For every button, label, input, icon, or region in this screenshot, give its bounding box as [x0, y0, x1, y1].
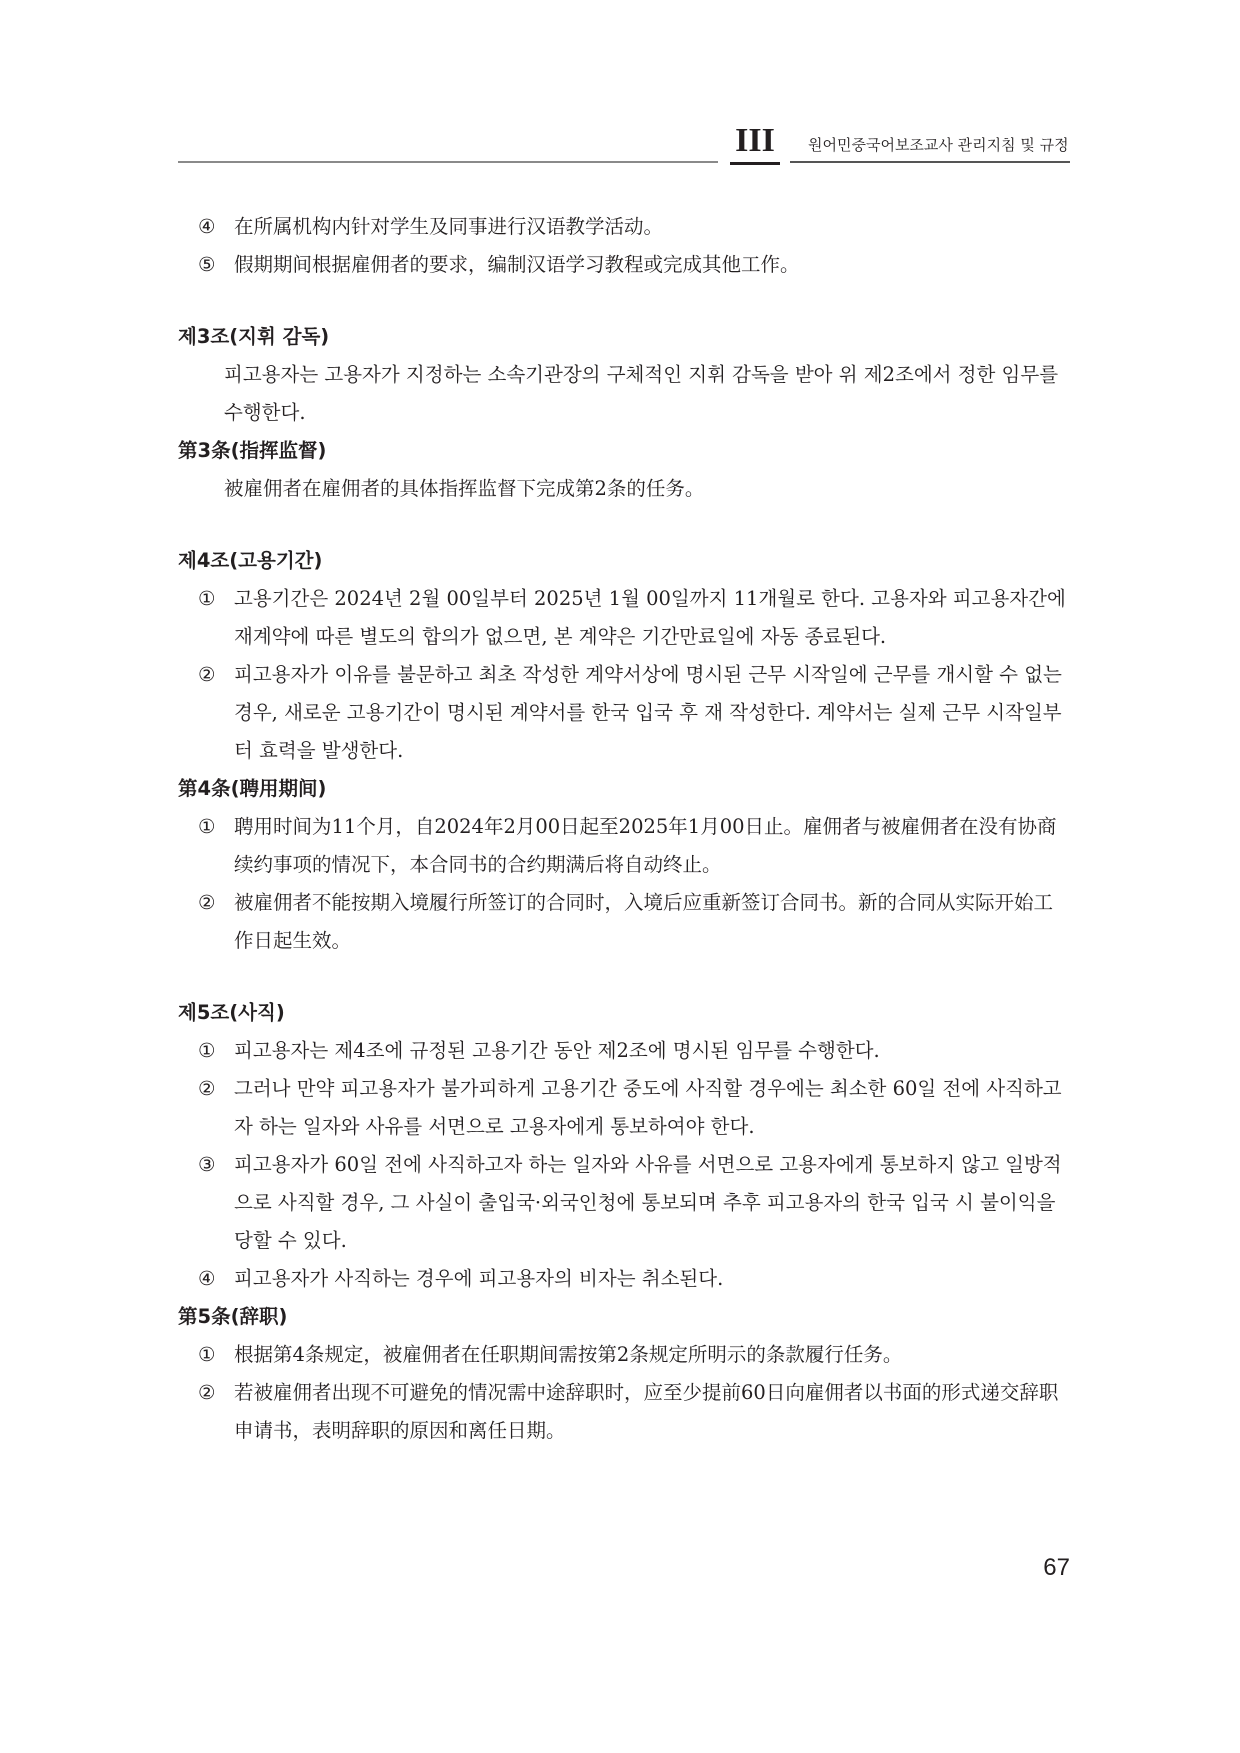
- list-item: [178, 1070, 1070, 1146]
- running-title: 원어민중국어보조교사 관리지침 및 규정: [808, 136, 1069, 154]
- item-number: ④: [198, 215, 216, 238]
- item-number: ②: [198, 663, 216, 686]
- item-text: 根据第4条规定，被雇佣者在任职期间需按第2条规定所明示的条款履行任务。: [234, 1343, 903, 1366]
- item-text: 被雇佣者不能按期入境履行所签订的合同时，入境后应重新签订合同书。新的合同从实际开始工作日起生效。: [234, 891, 1054, 952]
- item-number: ②: [198, 891, 216, 914]
- article-3-heading-ko: 제3조(지휘 감독): [178, 325, 330, 348]
- list-item: [178, 884, 1070, 960]
- chapter-number-underline: [730, 162, 780, 165]
- item-number: ①: [198, 1343, 216, 1366]
- list-item: [178, 1336, 1070, 1374]
- article-3-text-zh: 被雇佣者在雇佣者的具体指挥监督下完成第2条的任务。: [224, 477, 705, 500]
- item-number: ①: [198, 1039, 216, 1062]
- article-5-heading-ko: 제5조(사직): [178, 1001, 285, 1024]
- item-number: ②: [198, 1077, 216, 1100]
- item-text: 在所属机构内针对学生及同事进行汉语教学活动。: [234, 215, 664, 238]
- page-number: 67: [1043, 1554, 1070, 1581]
- article-3-text-ko: 피고용자는 고용자가 지정하는 소속기관장의 구체적인 지휘 감독을 받아 위 제2조에서 정한 임무를 수행한다.: [224, 363, 1059, 424]
- list-item: [178, 1374, 1070, 1450]
- item-text: 假期期间根据雇佣者的要求，编制汉语学习教程或完成其他工作。: [234, 253, 800, 276]
- article-4-heading-ko: 제4조(고용기간): [178, 549, 323, 572]
- list-item: [178, 656, 1070, 770]
- item-number: ④: [198, 1267, 216, 1290]
- list-item: [178, 1032, 1070, 1070]
- item-text: 피고용자가 이유를 불문하고 최초 작성한 계약서상에 명시된 근무 시작일에 근무를 개시할 수 없는 경우, 새로운 고용기간이 명시된 계약서를 한국 입국 후 재 작성한다. 계약서는 실제 근무 시작일부터 효력을 발생한다.: [234, 663, 1062, 762]
- item-number: ③: [198, 1153, 216, 1176]
- list-item: [178, 580, 1070, 656]
- chapter-number: III: [735, 122, 775, 159]
- list-item: [178, 1260, 1070, 1298]
- item-number: ①: [198, 587, 216, 610]
- item-text: 若被雇佣者出现不可避免的情况需中途辞职时，应至少提前60日向雇佣者以书面的形式递交辞职申请书，表明辞职的原因和离任日期。: [234, 1381, 1059, 1442]
- item-text: 고용기간은 2024년 2월 00일부터 2025년 1월 00일까지 11개월로 한다. 고용자와 피고용자간에 재계약에 따른 별도의 합의가 없으면, 본 계약은 기간만료일에 자동 종료된다.: [234, 587, 1066, 648]
- header-rule-left: [178, 161, 718, 163]
- item-text: 피고용자가 사직하는 경우에 피고용자의 비자는 취소된다.: [234, 1267, 724, 1290]
- list-item: [178, 208, 1070, 246]
- document-body: [178, 208, 1070, 1450]
- list-item: [178, 808, 1070, 884]
- item-number: ②: [198, 1381, 216, 1404]
- list-item: [178, 246, 1070, 284]
- article-5-heading-zh: 第5条(辞职): [178, 1305, 288, 1328]
- article-3-heading-zh: 第3条(指挥监督): [178, 439, 327, 462]
- item-number: ①: [198, 815, 216, 838]
- page-header: [178, 120, 1070, 164]
- list-item: [178, 1146, 1070, 1260]
- item-text: 피고용자가 60일 전에 사직하고자 하는 일자와 사유를 서면으로 고용자에게 통보하지 않고 일방적으로 사직할 경우, 그 사실이 출입국·외국인청에 통보되며 추후 피고용자의 한국 입국 시 불이익을 당할 수 있다.: [234, 1153, 1062, 1252]
- item-number: ⑤: [198, 253, 216, 276]
- item-text: 피고용자는 제4조에 규정된 고용기간 동안 제2조에 명시된 임무를 수행한다.: [234, 1039, 880, 1062]
- header-rule-right: [790, 161, 1070, 163]
- item-text: 聘用时间为11个月，自2024年2月00日起至2025年1月00日止。雇佣者与被雇佣者在没有协商续约事项的情况下，本合同书的合约期满后将自动终止。: [234, 815, 1057, 876]
- article-4-heading-zh: 第4条(聘用期间): [178, 777, 327, 800]
- item-text: 그러나 만약 피고용자가 불가피하게 고용기간 중도에 사직할 경우에는 최소한 60일 전에 사직하고자 하는 일자와 사유를 서면으로 고용자에게 통보하여야 한다.: [234, 1077, 1062, 1138]
